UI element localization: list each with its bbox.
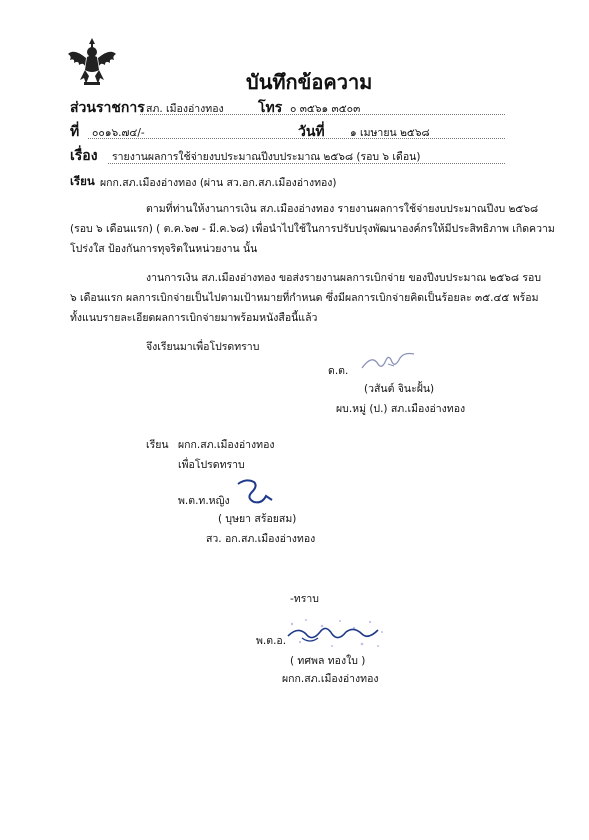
endorse-name: ( บุษยา สร้อยสม) [218, 513, 297, 525]
endorse-purpose: เพื่อโปรดทราบ [178, 459, 245, 471]
date-label: วันที่ [298, 124, 325, 140]
signature-1-icon [358, 346, 418, 376]
org-label: ส่วนราชการ [70, 100, 145, 116]
final-position: ผกก.สภ.เมืองอ่างทอง [282, 673, 379, 685]
sig1-position: ผบ.หมู่ (ป.) สภ.เมืองอ่างทอง [336, 403, 466, 415]
endorse-position: สว. อก.สภ.เมืองอ่างทอง [206, 533, 316, 545]
final-note: -ทราบ [290, 593, 319, 605]
final-name: ( ทศพล ทองใบ ) [290, 655, 366, 667]
endorse-to-label: เรียน [146, 439, 169, 451]
p2-line-3: ทั้งแนบรายละเอียดผลการเบิกจ่ายมาพร้อมหนังสือนี้แล้ว [70, 312, 318, 324]
phone-value: ๐ ๓๕๖๑ ๓๕๐๓ [290, 103, 361, 115]
p1-line-2: (รอบ ๖ เดือนแรก) ( ต.ค.๖๗ - มี.ค.๖๘) เพื่อนำไปใช้ในการปรับปรุงพัฒนาองค์กรให้มีประสิทธิภาพ เกิดความ [70, 223, 555, 235]
p2-line-2: ๖ เดือนแรก ผลการเบิกจ่ายเป็นไปตามเป้าหมายที่กำหนด ซึ่งมีผลการเบิกจ่ายคิดเป็นร้อยละ ๓๕.๔๕ พร้อม [70, 292, 539, 304]
org-value: สภ. เมืองอ่างทอง [146, 103, 224, 115]
subject-label: เรื่อง [70, 148, 98, 164]
signature-3-icon [282, 612, 392, 654]
subject-rule [108, 163, 505, 164]
ref-rule [88, 138, 505, 139]
final-rank: พ.ต.อ. [256, 635, 287, 647]
to-label: เรียน [70, 174, 95, 188]
sig1-rank: ด.ต. [328, 365, 349, 377]
ref-label: ที่ [70, 124, 80, 140]
sig1-name: (วสันต์ จินะฝั้น) [364, 383, 435, 395]
signature-2-icon [232, 474, 276, 510]
org-rule [140, 114, 505, 115]
garuda-emblem-icon [66, 36, 118, 88]
to-value: ผกก.สภ.เมืองอ่างทอง (ผ่าน สว.อก.สภ.เมืองอ่างทอง) [100, 177, 337, 189]
endorse-to-value: ผกก.สภ.เมืองอ่างทอง [178, 439, 275, 451]
date-value: ๑ เมษายน ๒๕๖๘ [350, 127, 430, 139]
endorse-rank: พ.ต.ท.หญิง [178, 495, 230, 507]
p1-line-3: โปร่งใส ป้องกันการทุจริตในหน่วยงาน นั้น [70, 243, 258, 255]
p2-line-1: งานการเงิน สภ.เมืองอ่างทอง ขอส่งรายงานผลการเบิกจ่าย ของปีงบประมาณ ๒๕๖๘ รอบ [146, 272, 541, 284]
closing-text: จึงเรียนมาเพื่อโปรดทราบ [146, 341, 260, 353]
p1-line-1: ตามที่ท่านให้งานการเงิน สภ.เมืองอ่างทอง รายงานผลการใช้จ่ายงบประมาณปีงบ ๒๕๖๘ [146, 203, 539, 215]
phone-label: โทร [258, 100, 283, 116]
subject-value: รายงานผลการใช้จ่ายงบประมาณปีงบประมาณ ๒๕๖๘ (รอบ ๖ เดือน) [112, 151, 421, 163]
memo-title: บันทึกข้อความ [246, 70, 373, 94]
ref-value: ๐๐๑๖.๗๔/- [92, 127, 145, 139]
